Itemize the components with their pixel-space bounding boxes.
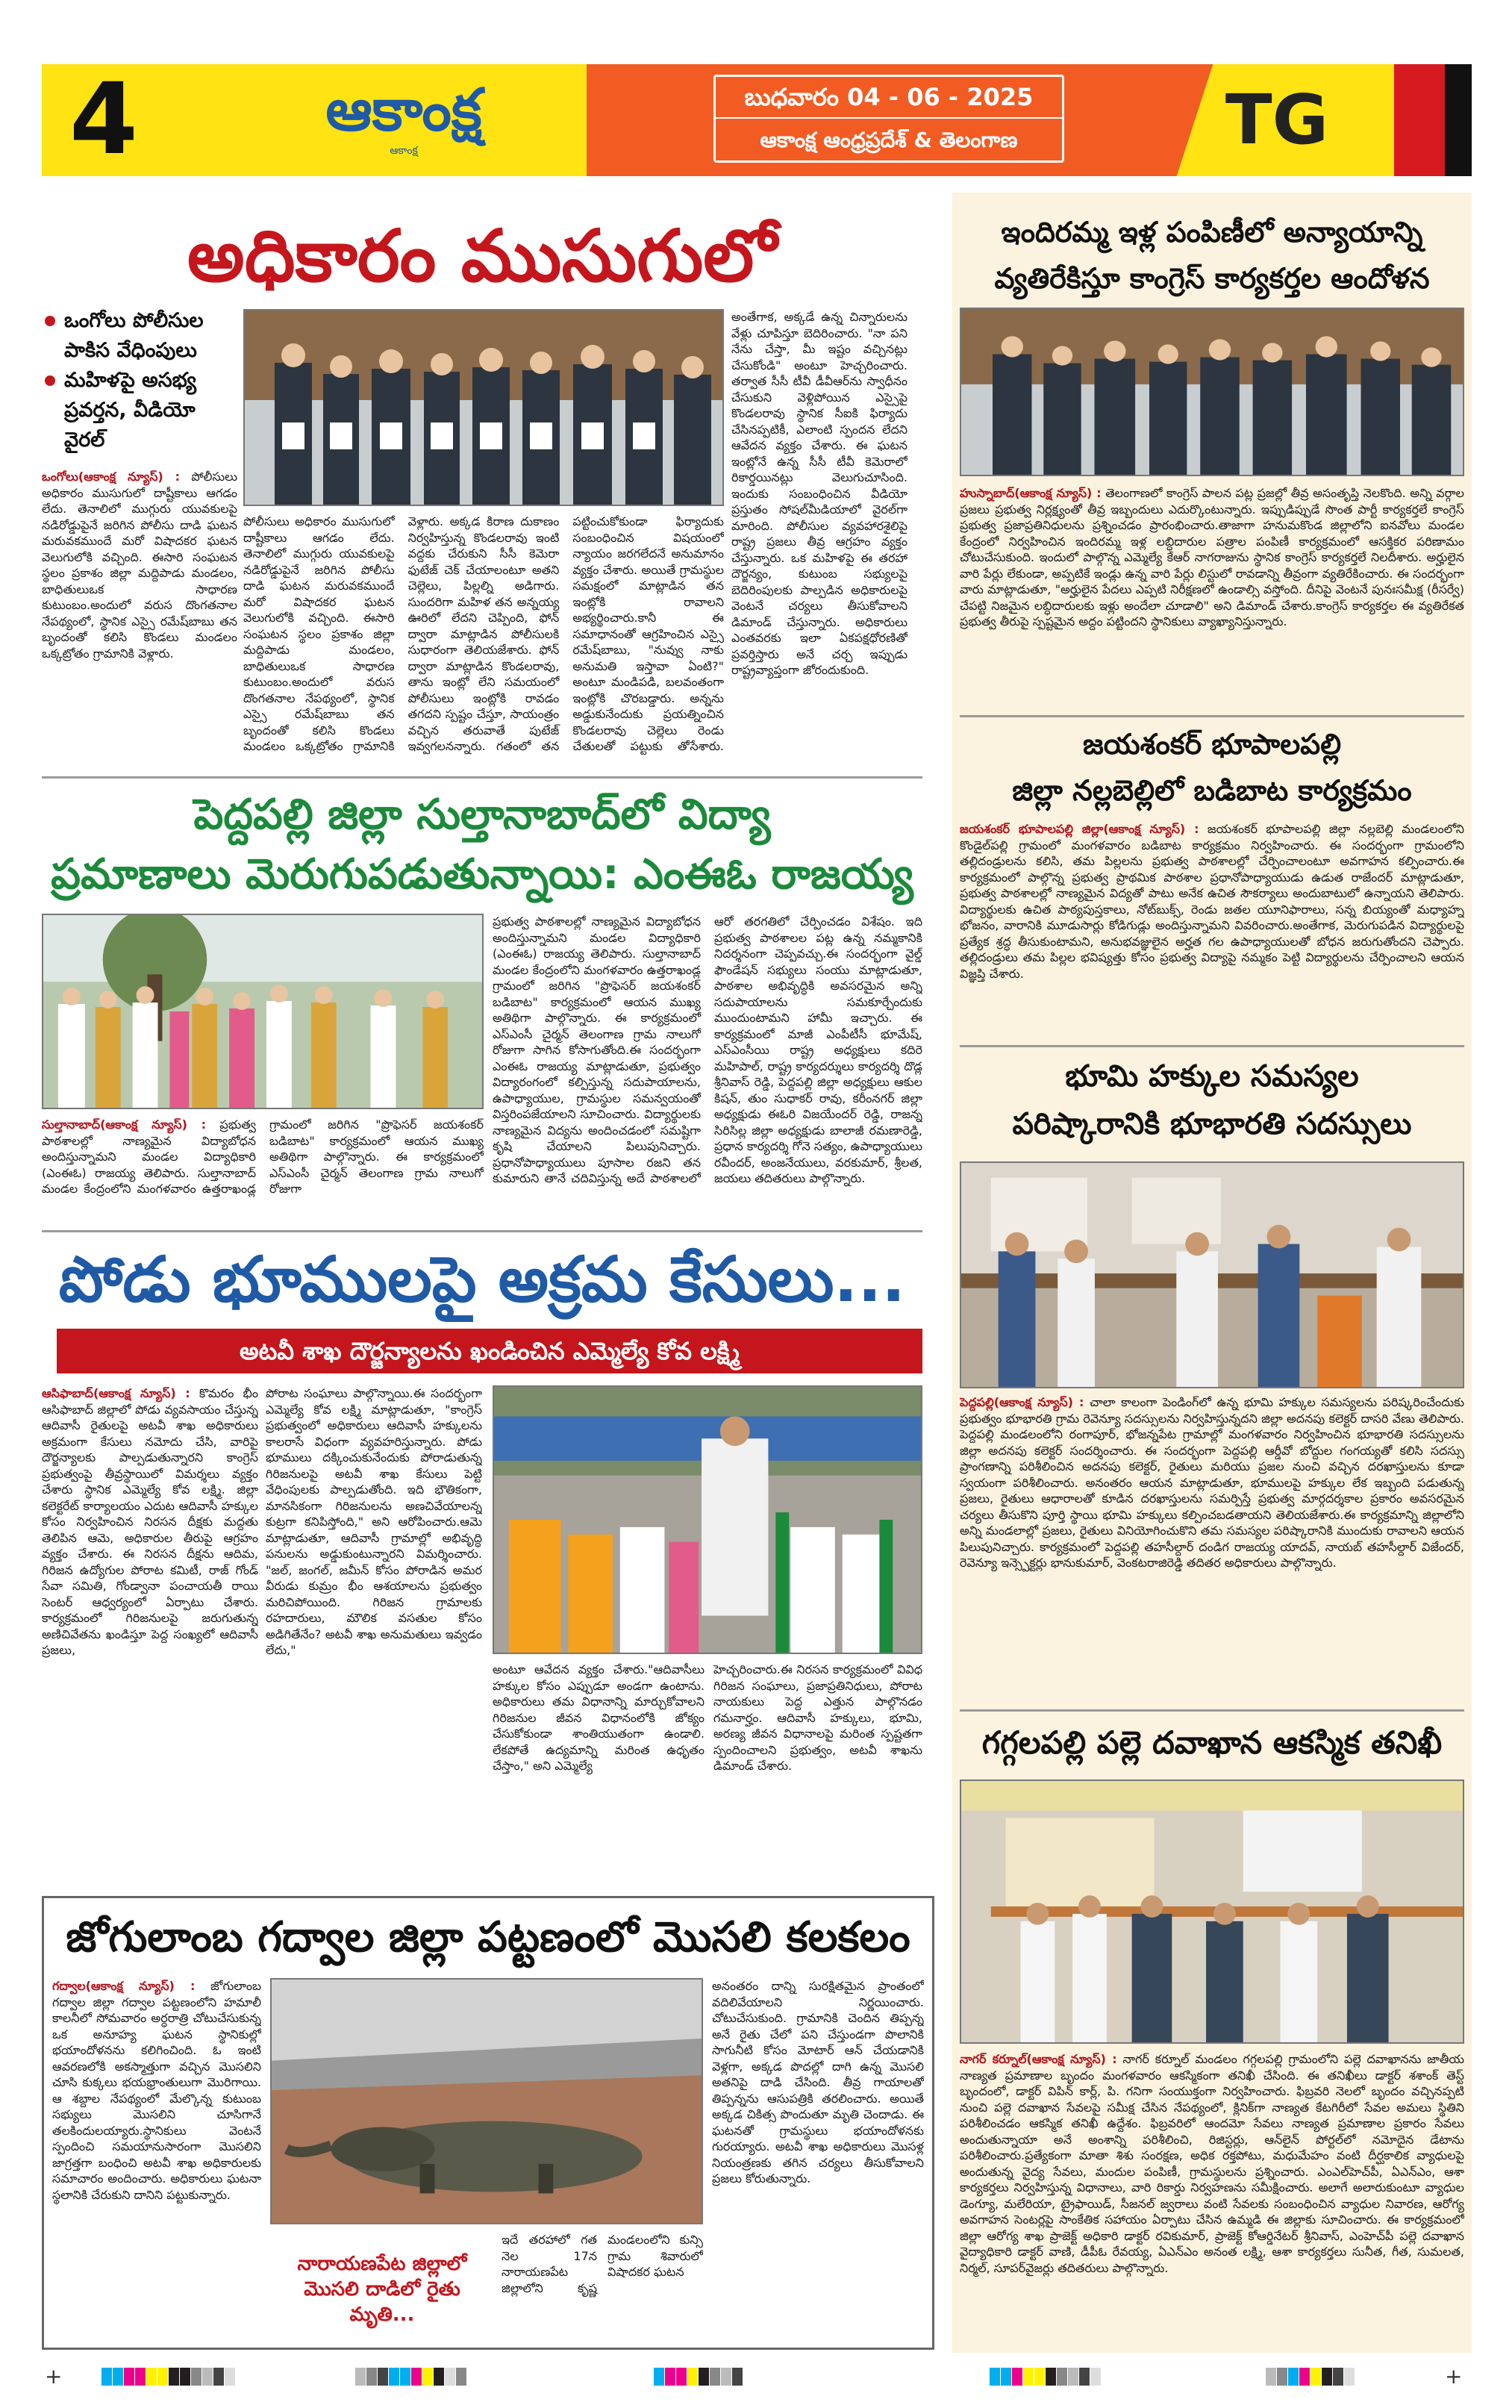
state-code: TG (1225, 80, 1329, 160)
article8-caption: నారాయణపేట జిల్లాలో మొసలి దాడిలో రైతు మృతి... (297, 2253, 467, 2326)
article1-lead (42, 469, 237, 767)
protest-illustration (494, 1387, 921, 1653)
article6-col3: అంటూ ఆవేదన వ్యక్తం చేశారు."ఆదివాసీలు హక్కుల కోసం ఎప్పుడూ అండగా ఉంటాను. అధికారులు తమ విధానాన్ని మార్చుకోవాలని గిరిజనుల జీవన విధానంలోకి జోక్యం చేసుకోకుండా శాంతియుతంగా ఉండాలి. లేకపోతే ఉద్యమాన్ని మరింత ఉధృతం చేస్తాం," అని ఎమ్మెల్యే (493, 1662, 705, 1773)
article7-headline: గగ్గలపల్లి పల్లె దవాఖాన ఆకస్మిక తనిఖీ (981, 1724, 1443, 1761)
article6-body-lead: కొమరం భీం ఆసిఫాబాద్ జిల్లాలో పోడు వ్యవసాయం చేస్తున్న ఆదివాసీ రైతులపై అటవీ శాఖ అధికారులు అక్రమంగా కేసులు నమోదు చేసి, వారిపై దౌర్జన్యాలకు పాల్పడుతున్నారని కాంగ్రెస్ ప్రభుత్వంపై తీవ్రస్థాయిలో విమర్శలు వ్యక్తం చేశారు స్థానిక ఎమ్మెల్యే కోవ లక్ష్మి. జిల్లా కలెక్టరేట్ కార్యాలయం ఎదుట ఆదివాసీ హక్కుల కోసం నిర్వహించిన నిరసన దీక్షకు మద్దతు తెలిపిన ఆమె, అధికారుల తీరుపై ఆగ్రహం వ్యక్తం చేశారు. ఈ నిరసన దీక్షను ఆదిమ, గిరిజన ఉద్యోగుల పోరాట కమిటీ, రాజ్ గోండ్ సేవా సమితి, గోండ్వానా పంచాయతీ రాయి సెంటర్ ఆధ్వర్యంలో ఏర్పాటు చేశారు. కార్యక్రమంలో గిరిజనులపై జరుగుతున్న అణిచివేతను ఖండిస్తూ పెద్ద సంఖ్యలో ఆదివాసీ ప్రజలు, (42, 1386, 258, 1657)
article6-subhead-bar (57, 1329, 922, 1373)
flag-stripe-yellow (1364, 64, 1394, 176)
article4-photo (42, 914, 484, 1109)
article4-body: ప్రభుత్వ పాఠశాలల్లో నాణ్యమైన విద్యాబోధన అందిస్తున్నామని మండల విద్యాధికారి (ఎంఈఓ) రాజయ్య తెలిపారు. సుల్తానాబాద్ మండల కేంద్రంలోని మంగళవారం ఉత్తరాఖండ్ల గ్రామంలో జరిగిన "ప్రొఫెసర్ జయశంకర్ బడిబాట" కార్యక్రమంలో ఆయన ముఖ్య అతిథిగా పాల్గొన్నారు. ఈ కార్యక్రమంలో ఎస్ఎంసీ చైర్మన్ తెలంగాణ గ్రామ నాలుగో రోజుగా సాగిన కోసాగుతోంది.ఈ సందర్భంగా ఎంఈఓ రాజయ్య మాట్లాడుతూ, ప్రభుత్వం విద్యారంగంలో కల్పిస్తున్న సదుపాయాలను, ఉపాధ్యాయుల, గ్రామస్థుల సమన్వయంతో విస్తరింపజేయాలని సూచించారు. విద్యార్థులకు నాణ్యమైన విద్యను అందించడంలో సమష్టిగా కృషి చేయాలని పిలుపునిచ్చారు. ప్రధానోపాధ్యాయులు పూసాల రజని తన కుమారుని తానే చదివిస్తున్న అదే పాఠశాలలో ఆరో తరగతిలో చేర్పించడం విశేషం. ఇది ప్రభుత్వ పాఠశాలల పట్ల ఉన్న నమ్మకానికి నిదర్శనంగా చెప్పవచ్చు.ఈ సందర్భంగా వైల్డ్ ఫౌండేషన్ సభ్యులు సంయు మాట్లాడుతూ, పాఠశాల అభివృద్ధికి అవసరమైన అన్ని సదుపాయాలను సమకూర్చేందుకు ముందుంటామని హామీ ఇచ్చారు. ఈ కార్యక్రమంలో మాజీ ఎంపీటీసీ భూమేష్, ఎస్ఎంసీయి రాష్ట్ర అధ్యక్షులు కదిరె మహిపాల్, రాష్ట్ర కార్యదర్శులు కార్యదర్శి దొడ్ల శ్రీనివాస్ రెడ్డి, పెద్దపల్లి జిల్లా అధ్యక్షులు ఆకుల కిషన్, తుం సుధాకర్ రావు, కరీంనగర్ జిల్లా అధ్యక్షుడు ఈఓరి విజయేందర్ రెడ్డి, రాజన్న సిరిసిల్ల జిల్లా అధ్యక్షుడు బాలాజీ రమణారెడ్డి, ప్రధాన కార్యదర్శి గోనె సత్యం, ఉపాధ్యాయులు రవీందర్, అంజనేయులు, వరకుమార్, శ్రీలత, జయలు తదితరులు పాల్గొన్నారు. (493, 914, 922, 1185)
article8-col3: అనంతరం దాన్ని సురక్షితమైన ప్రాంతంలో వదిలివేయాలని నిర్ణయించారు. చోటుచేసుకుంది. గ్రామానికి చెందిన తిప్పన్న అనే రైతు చేలో పని చేస్తుండగా పొలానికి సాగునీటి కోసం మోటార్ ఆన్ చేయడానికి వెళ్లగా, అక్కడ పొదల్లో దాగి ఉన్న మొసలి అతనిపై దాడి చేసింది. తీవ్ర గాయాలతో తిప్పన్నను ఆసుపత్రికి తరలించారు. అయితే అక్కడ చికిత్స పొందుతూ మృతి చెందాడు. ఈ ఘటనతో గ్రామస్థులు భయాందోళనకు గురయ్యారు. అటవీ శాఖ అధికారులు మొసళ్ల నియంత్రణకు తగిన చర్యలు తీసుకోవాలని ప్రజలు కోరుతున్నారు. (712, 1979, 924, 2186)
separator-2 (42, 1230, 922, 1232)
color-bar-1 (101, 2368, 236, 2389)
article7-photo (960, 1780, 1464, 2044)
color-bar-5 (1266, 2368, 1355, 2389)
logo-box (221, 72, 587, 169)
group-photo-illustration (245, 311, 722, 505)
article2-dateline: హుస్నాబాద్(ఆకాంక్ష న్యూస్) : (960, 486, 1102, 500)
group-photo-illustration-2 (961, 309, 1463, 475)
land-rights-meeting-illustration (961, 1163, 1463, 1387)
color-bar-4 (990, 2368, 1102, 2389)
article3-headline-line1: జయశంకర్ భూపాలపల్లి (1082, 728, 1342, 761)
article6-headline: పోడు భూములపై అక్రమ కేసులు... (58, 1243, 906, 1316)
article5-headline-line2: పరిష్కారానికి భూభారతి సదస్సులు (1012, 1107, 1412, 1141)
masthead (42, 64, 1472, 176)
article6-subhead: అటవీ శాఖ దౌర్జన్యాలను ఖండించిన ఎమ్మెల్యే కోవ లక్ష్మి (239, 1337, 740, 1365)
article1-headline: అధికారం ముసుగులో (187, 214, 778, 298)
article2-body-wrap (960, 485, 1464, 709)
crosshair-right: + (1445, 2364, 1463, 2389)
clinic-inspection-illustration (961, 1781, 1463, 2042)
article4-lead (42, 1117, 484, 1221)
article8-col1 (52, 1978, 261, 2344)
article5-dateline: పెద్దపల్లి(ఆకాంక్ష న్యూస్) : (960, 1395, 1084, 1409)
date-box (713, 75, 1064, 163)
article3-body-wrap (960, 821, 1464, 1039)
page-number: 4 (69, 64, 138, 176)
article3-dateline: జయశంకర్ భూపాలపల్లి జిల్లా(ఆకాంక్ష న్యూస్) : (960, 822, 1199, 836)
crocodile-illustration (272, 1980, 702, 2223)
logo: ఆకాంక్ష (325, 77, 482, 144)
article6-photo (493, 1385, 922, 1654)
article8-headline: జోగులాంబ గద్వాల జిల్లా పట్టణంలో మొసలి కలకలం (66, 1913, 910, 1962)
article6-dateline: ఆసిఫాబాద్(ఆకాంక్ష న్యూస్) : (42, 1386, 190, 1400)
article6-col1 (42, 1385, 258, 1878)
article4-body-lead: ప్రభుత్వ పాఠశాలల్లో నాణ్యమైన విద్యాబోధన అందిస్తున్నామని మండల విద్యాధికారి (ఎంఈఓ) రాజయ్య తెలిపారు. సుల్తానాబాద్ మండల కేంద్రంలోని మంగళవారం ఉత్తరాఖండ్ల గ్రామంలో జరిగిన "ప్రొఫెసర్ జయశంకర్ బడిబాట" కార్యక్రమంలో ఆయన ముఖ్య అతిథిగా పాల్గొన్నారు. ఈ కార్యక్రమంలో ఎస్ఎంసీ చైర్మన్ తెలంగాణ గ్రామ నాలుగో రోజుగా (42, 1117, 484, 1196)
article5-photo (960, 1161, 1464, 1388)
article8-photo (270, 1978, 703, 2224)
article5-headline-line1: భూమి హక్కుల సమస్యల (1065, 1059, 1359, 1094)
school-rally-illustration (43, 915, 482, 1108)
article1-dateline: ఒంగోలు(ఆకాంక్ష న్యూస్) : (42, 470, 180, 484)
article1-photo (243, 309, 724, 506)
article2-headline-line1: ఇందిరమ్మ ఇళ్ల పంపిణీలో అన్యాయాన్ని (1001, 216, 1423, 249)
separator-1 (42, 776, 922, 779)
article8-body2: ఇదే తరహాలో గత నెల 17న నారాయణపేట జిల్లాలోని కృష్ణ మండలంలోని కున్సి గ్రామ శివారులో విషాదకర ఘటన (502, 2233, 703, 2295)
article1-body: పోలీసులు అధికారం ముసుగులో దాష్టీకాలు ఆగడం లేదు. తెనాలిలో ముగ్గురు యువకులపై నడిరోడ్డుపైనే జరిగిన పోలీసు దాడి ఘటన మరువకముందే మరో విషాదకర ఘటన వెలుగులోకి వచ్చింది. ఈసారి సంఘటన స్థలం ప్రకాశం జిల్లా మద్దిపాడు మండలం, బాధితులుఒక సాధారణ కుటుంబం.అందులో వరుస దొంగతనాల నేపథ్యంలో, స్థానిక ఎస్సై రమేష్‌బాబు తన బృందంతో కలిసి కొండలు మండలం ఒక్కట్రోతం గ్రామానికి వెళ్లారు. అక్కడ కిరాణ దుకాణం నిర్వహిస్తున్న కొండలరావు ఇంటి వద్దకు చేరుకుని సీసీ కెమెరా ఫుటేజ్ చెక్ చేయాలంటూ అతని చెల్లెలు, పిల్లల్ని అడిగారు. సుందరిగా మహిళ తన అన్నయ్య ఊరిలో లేదని చెప్పింది, ఫోన్ ద్వారా మాట్లాడిన పోలీసులకి సుధారంగా తెలియజేశారు. ఫోన్ ద్వారా మాట్లాడిన కొండలరావు, తాను ఇంట్లో లేని సమయంలో పోలీసులు ఇంట్లోకి రావడం తగదని స్పష్టం చేస్తూ, సాయంత్రం వచ్చిన తరువాతే పుటేజ్ ఇవ్వగలనన్నారు. గతంలో తన పట్టించుకోకుండా ఫిర్యాదుకు సంబంధించిన విషయంలో న్యాయం జరగలేదనే అనుమానం వ్యక్తం చేశారు. అయితే గ్రామస్థుల సమక్షంలో మాట్లాడిన తన ఇంట్లోకి రావాలని అభ్యర్థించారు.కానీ ఈ సమాధానంతో ఆగ్రహించిన ఎస్సై రమేష్‌బాబు, "నువ్వు నాకు అనుమతి ఇస్తావా ఏంటి?" అంటూ మండిపడి, బలవంతంగా ఇంట్లోకి చొరబడ్డారు. అన్నను అడ్డుకునేందుకు ప్రయత్నించిన కొండలరావు చెల్లెలు రెండు చేతులతో పట్టుకు తోసేశారు. (243, 514, 724, 753)
crosshair-left: + (45, 2364, 63, 2389)
color-bar-3 (654, 2368, 743, 2389)
separator-r3 (960, 1709, 1464, 1712)
article6-col2: పోరాట సంఘాలు పాల్గొన్నాయి.ఈ సందర్భంగా ఎమ్మెల్యే కోవ లక్ష్మి మాట్లాడుతూ, "కాంగ్రెస్ ప్రభుత్వంలో అధికారులు ఆదివాసీ హక్కులను కాలరాసే విధంగా వ్యవహరిస్తున్నారు. పోడు భూములు దక్కించుకునేందుకు పోరాడుతున్న గిరిజనులపై అటవీ శాఖ కేసులు పెట్టి వేధింపులకు పాల్పడుతోంది. ఇది భౌతికంగా, మానసికంగా గిరిజనులను అణచివేయాలన్న కుట్రగా కనిపిస్తోంది," అని ఆరోపించారు.ఆమె మాట్లాడుతూ, ఆదివాసీ గ్రామాల్లో అభివృద్ధి పనులను అడ్డుకుంటున్నారని విమర్శించారు. "జల్, జంగల్, జమీన్ కోసం పోరాడిన అమర వీరుడు కుమ్రం భీం ఆశయాలను ప్రభుత్వం మరిచిపోయింది. గిరిజన గ్రామాలకు రహదారులు, మౌలిక వసతుల కోసం అడిగితేనేం? అటవీ శాఖ అనుమతులు ఇవ్వడం లేదు," (266, 1386, 482, 1657)
color-bar-2 (355, 2368, 467, 2389)
article3-body: జయశంకర్ భూపాలపల్లి జిల్లా నల్లబెల్లి మండలంలోని కొండైల్‌పల్లి గ్రామంలో మంగళవారం బడిబాట కార్యక్రమం నిర్వహించారు. ఈ సందర్భంగా గ్రామంలోని తల్లిదండ్రులను కలిసి, తమ పిల్లలను ప్రభుత్వ పాఠశాలల్లో చేర్పించాలంటూ అవగాహన కల్పించారు.ఈ కార్యక్రమంలో పాల్గొన్న ప్రభుత్వ ప్రాథమిక పాఠశాల ప్రధానోపాధ్యాయుడు ఉడుత రాజేందర్ మాట్లాడుతూ, ప్రభుత్వ పాఠశాలల్లో నాణ్యమైన విద్యతో పాటు అనేక ఉచిత సౌకర్యాలు అందుబాటులో ఉన్నాయని తెలిపారు. విద్యార్థులకు ఉచిత పాఠ్యపుస్తకాలు, నోట్‌బుక్స్, రెండు జతల యూనిఫారాలు, సన్న బియ్యంతో మధ్యాహ్న భోజనం, వారానికి మూడుసార్లు కోడిగుడ్లు అందిస్తున్నామని వివరించారు.అంతేగాక, మెరుగుపడిన విద్యార్థులపై ప్రత్యేక శ్రద్ధ తీసుకుంటామని, అనుభవజ్ఞులైన అర్హత గల ఉపాధ్యాయులతో బోధన జరుగుతోందని చెప్పారు. తల్లిదండ్రులు తమ పిల్లల భవిష్యత్తు కోసం ప్రభుత్వ విద్యాపై నమ్మకం పెట్టి విద్యార్థులను చేర్పించాలని ఆయన విజ్ఞప్తి చేశారు. (960, 822, 1464, 981)
issue-date: బుధవారం 04 - 06 - 2025 (716, 77, 1062, 119)
article1-bullets (42, 306, 236, 455)
separator-r1 (960, 715, 1464, 717)
article8-dateline: గద్వాల(ఆకాంక్ష న్యూస్) : (52, 1979, 196, 1993)
edition-label: ఆకాంక్ష ఆంధ్రప్రదేశ్ & తెలంగాణ (760, 128, 1018, 152)
article4-dateline: సుల్తానాబాద్(ఆకాంక్ష న్యూస్) : (42, 1117, 207, 1132)
article4-headline-line2: ప్రమాణాలు మెరుగుపడుతున్నాయి: ఎంఈఓ రాజయ్య (51, 850, 913, 899)
article1-body-continued: అంతేగాక, అక్కడే ఉన్న చిన్నారులను వేళ్లు చూపిస్తూ బెదిరించారు. "నా పని నేను చేస్తా, మీ ఇష్టం వచ్చినట్లు చేసుకోండి" అంటూ హెచ్చరించారు. తర్వాత సీసీ టీవీ డీవీఆర్‌ను స్వాధీనం చేసుకుని వెళ్లిపోయిన ఎస్సైపై కొండలరావు స్థానిక సీఐకి ఫిర్యాదు చేసినప్పటికీ, ఎలాంటి స్పందన లేదని ఆవేదన వ్యక్తం చేశారు. ఈ ఘటన ఇంట్లోనే ఉన్న సీసీ టీవీ కెమెరాలో రికార్డయినట్లు వెలుగుచూసింది. ఇందుకు సంబంధించిన వీడియో ప్రస్తుతం సోషల్‌మీడియాలో వైరల్‌గా మారింది. పోలీసుల వ్యవహారశైలిపై రాష్ట్ర ప్రజలు తీవ్ర ఆగ్రహం వ్యక్తం చేస్తున్నారు. ఒక మహిళపై ఈ తరహా దౌర్జన్యం, కుటుంబ సభ్యులపై బెదిరింపులకు పాల్పడిన అధికారులపై వెంటనే చర్యలు తీసుకోవాలని డిమాండ్ చేస్తున్నారు. అధికారులు ఎంతవరకు ఇలా ఏకపక్షధోరణితో ప్రవర్తిస్తారు అనే చర్చ ఇప్పుడు రాష్ట్రవ్యాప్తంగా జోరందుకుంది. (731, 310, 907, 677)
separator-r2 (960, 1045, 1464, 1047)
article2-photo (960, 308, 1464, 476)
bullet-1: ఒంగోలు పోలీసుల పాకిస వేధింపులు (42, 306, 236, 366)
article7-dateline: నాగర్ కర్నూల్(ఆకాంక్ష న్యూస్) : (960, 2052, 1117, 2066)
article7-body-wrap (960, 2051, 1464, 2347)
article3-headline-line2: జిల్లా నల్లబెల్లిలో బడిబాట కార్యక్రమం (1012, 774, 1412, 807)
flag-stripe-black (1445, 64, 1472, 176)
article5-body: చాలా కాలంగా పెండింగ్‌లో ఉన్న భూమి హక్కుల సమస్యలను పరిష్కరించేందుకు ప్రభుత్వం భూభారతి గ్రామ రెవెన్యూ సదస్సులను నిర్వహిస్తున్నదని జిల్లా అదనపు కలెక్టర్ దాసరి వేణు తెలిపారు. పెద్దపల్లి మండలంలోని రంగాపూర్, భోజన్నపేట గ్రామాల్లో మంగళవారం నిర్వహించిన భూభారతి సదస్సులను జిల్లా అదనపు కలెక్టర్ సందర్శించారు. ఈ సందర్భంగా పెద్దపల్లి ఆర్డీవో బోద్దుల గంగయ్యతో కలిసి సదస్సు ప్రాంగణాన్ని పరిశీలించిన అదనపు కలెక్టర్, రైతులు మరియు ప్రజల నుంచి వచ్చిన దరఖాస్తులను కూడా స్వయంగా పరిశీలించారు. అనంతరం ఆయన మాట్లాడుతూ, భూములపై హక్కుల లేక ఇబ్బంది పడుతున్న ప్రజలు, రైతులు ఆధారాలతో కూడిన దరఖాస్తులను సమర్పిస్తే ప్రభుత్వ మార్గదర్శకాల ప్రకారం అవసరమైన చర్యలు తీసుకొని పూర్తి స్థాయి భూమి హక్కులు కల్పించబడతాయని తెలియజేశారు.ఈ కార్యక్రమాన్ని జిల్లాలోని అన్ని మండలాల్లో ప్రజలు, రైతులు వినియోగించుకొని తమ సమస్యల పరిష్కారానికి ముందుకు రావాలని ఆయన పిలుపునిచ్చారు. కార్యక్రమంలో పెద్దపల్లి తహసీల్దార్ దండిగ రాజయ్య యాదవ్, నాయబ్ తహసీల్దార్ విజేందర్, రెవెన్యూ ఇన్స్పెక్టర్లు భానుకుమార్, వెంకటరాజిరెడ్డి తదితర అధికారులు పాల్గొన్నారు. (960, 1395, 1464, 1570)
bullet-2: మహిళపై అసభ్య ప్రవర్తన, వీడియో వైరల్ (42, 366, 236, 455)
article2-headline-line2: వ్యతిరేకిస్తూ కాంగ్రెస్ కార్యకర్తల ఆందోళన (994, 262, 1430, 295)
article8-body-full (0, 0, 1, 1)
article2-body: తెలంగాణలో కాంగ్రెస్ పాలన పట్ల ప్రజల్లో తీవ్ర అసంతృప్తి నెలకొంది. అన్ని వర్గాల ప్రజలు ప్రభుత్వ నిర్లక్ష్యంతో తీవ్ర ఇబ్బందులు ఎదుర్కొంటున్నారు. ఇప్పుడిప్పుడే సొంత పార్టీ కార్యకర్తలే కాంగ్రెస్ ప్రభుత్వ ప్రజాప్రతినిధులను ప్రశ్నించడం ప్రారంభించారు.తాజాగా హనుమకొండ జిల్లాలోని ఐనవోలు మండల కేంద్రంలో నిర్వహించిన ఇందిరమ్మ ఇళ్ల లబ్ధిదారుల పత్రాల పంపిణీ కార్యక్రమంలో ఆసక్తికర పరిణామం చోటుచేసుకుంది. ఇందులో పాల్గొన్న ఎమ్మెల్యే కేఆర్ నాగరాజును స్థానిక కాంగ్రెస్ కార్యకర్తలే నిలదీశారు. అర్హులైన వారి పేర్లు లేకుండా, అప్పటికే ఇండ్లు ఉన్న వారి పేర్లు లిస్టులో రావడాన్ని తీవ్రంగా వ్యతిరేకించారు. ఈ సందర్భంగా వారు మాట్లాడుతూ, "అర్హులైన పేదలు ఎప్పటి నిరీక్షణలో ఉండాల్సి వస్తోంది. దీనిపై వెంటనే పునఃసమీక్ష (రీసర్వే) చేపట్టి నిజమైన లబ్ధిదారులకు ఇళ్లు అందేలా చూడాలి" అని డిమాండ్ చేశారు.కాంగ్రెస్ కార్యకర్తల ఈ వ్యతిరేకత ప్రభుత్వ తీరుపై స్పష్టమైన అద్దం పట్టిందని స్థానికులు వ్యాఖ్యానిస్తున్నారు. (960, 486, 1464, 628)
footer-registration-strip (42, 2363, 1472, 2390)
logo-tagline: ఆకాంక్ష (390, 145, 418, 157)
article6-col4: హెచ్చరించారు.ఈ నిరసన కార్యక్రమంలో వివిధ గిరిజన సంఘాలు, ప్రజాప్రతినిధులు, పోరాట నాయకులు పెద్ద ఎత్తున పాల్గొనడం గమనార్హం. ఆదివాసీ హక్కులు, భూమి, అరణ్య జీవన విధానాలపై మరింత స్పష్టతగా స్పందించాలని ప్రభుత్వం, అటవీ శాఖను డిమాండ్ చేశారు. (713, 1662, 922, 1773)
article8-body-lead: జోగులాంబ గద్వాల జిల్లా గద్వాల పట్టణంలోని హమాలీ కాలనీలో సోమవారం అర్ధరాత్రి చోటుచేసుకున్న ఒక అనూహ్య ఘటన స్థానికుల్లో భయాందోళనను కలిగించింది. ఓ ఇంటి ఆవరణలోకి అకస్మాత్తుగా వచ్చిన మొసలిని చూసి కుక్కలు భయభ్రాంతులుగా మొరిగాయి. ఆ శబ్దాల నేపథ్యంలో మేల్కొన్న కుటుంబ సభ్యులు మొసలిని చూసిగానే తలకిందులయ్యారు.స్థానికులు వెంటనే స్పందించి సమయానుసారంగా మొసలిని జాగ్రత్తగా బంధించి అటవీ శాఖ అధికారులకు సమాచారం అందించారు. అధికారులు ఘటనా స్థలానికి చేరుకుని దానిని పట్టుకున్నారు. (52, 1979, 261, 2202)
article5-body-wrap (960, 1394, 1464, 1705)
article4-headline-line1: పెద్దపల్లి జిల్లా సుల్తానాబాద్‌లో విద్యా (193, 790, 771, 839)
article7-body: నాగర్ కర్నూల్ మండలం గగ్గలపల్లి గ్రామంలోని పల్లె దవాఖానను జాతీయ నాణ్యత ప్రమాణాల బృందం మంగళవారం ఆకస్మికంగా తనిఖీ చేసింది. ఈ తనిఖీలు డాక్టర్ శశాంక్ తెస్ట్ బృందంలో, డాక్టర్ విపిన్ కార్ల్, పి. గనిగా సంయుక్తంగా నిర్వహించారు. ఫిబ్రవరి నెలలో బృందం వచ్చినప్పటి నుంచి పల్లె దవాఖాన సేవలపై సమీక్ష చేసిన నేపథ్యంలో, క్లినిక్‌గా నాణ్యత కేటగిరీలో సేవల అమలు స్థితిని పరిశీలించడం ఆకస్మిక తనిఖీ ఉద్దేశం. ఫిబ్రవరిలో ఆందమో సేవలు నాణ్యత ప్రమాణాల ప్రకారం సేవలు అందుతున్నాయా అనే అంశాన్ని పరిశీలించి, రిజిస్టర్లు, ఆన్‌లైన్ పోర్టల్‌లో నమోదైన డేటాను పరిశీలించారు.ప్రత్యేకంగా మాతా శిశు సంరక్షణ, అధిక రక్తపోటు, మధుమేహం వంటి దీర్ఘకాలిక వ్యాధులపై అందుతున్న వైద్య సేవలు, మందుల పంపిణీ, గ్రామస్థులను ప్రశ్నించారు. ఎంఎల్‌హెచ్‌పీ, ఏఎన్‌ఎం, ఆశా కార్యకర్తలు నిర్వహిస్తున్న విధానాలు, వారి రికార్డు నిర్వహణను సమీక్షించారు. అలాగే అలారుకుంటూ వ్యాధుల డెంగ్యూ, మలేరియా, ట్రైఫాయిడ్, సీజనల్ జ్వరాలు వంటి సేవలకు సంబంధించిన వ్యాధుల నివారణ, ఆరోగ్య అవగాహన సెంటర్లపై సాంకేతిక సహాయం ఏర్పాటు చేసిన ఉమ్మడి ఈ జిల్లాకు సూచించారు. ఈ కార్యక్రమంలో జిల్లా ఆరోగ్య శాఖ ప్రాజెక్ట్ అధికారి డాక్టర్ రవికుమార్, ప్రాజెక్ట్ కోఆర్డినేటర్ శ్రీనివాస్, ఎంహెచ్‌పీ పల్లె దవాఖాన వైద్యాధికారి డాక్టర్ వాణి, డీపీఓ రేవయ్య, ఏఎన్‌ఎం అనంత లక్ష్మి, ఆశా కార్యకర్తలు సునీత, గీత, సుమలత, నిర్మల్, సూపర్‌వైజర్లు తదితరులు పాల్గొన్నారు. (960, 2052, 1464, 2275)
article1-body-lead: పోలీసులు అధికారం ముసుగులో దాష్టీకాలు ఆగడం లేదు. తెనాలిలో ముగ్గురు యువకులపై నడిరోడ్డుపైనే జరిగిన పోలీసు దాడి ఘటన మరువకముందే మరో విషాదకర ఘటన వెలుగులోకి వచ్చింది. ఈసారి సంఘటన స్థలం ప్రకాశం జిల్లా మద్దిపాడు మండలం, బాధితులుఒక సాధారణ కుటుంబం.అందులో వరుస దొంగతనాల నేపథ్యంలో, స్థానిక ఎస్సై రమేష్‌బాబు తన బృందంతో కలిసి కొండలు మండలం ఒక్కట్రోతం గ్రామానికి వెళ్లారు. (42, 470, 237, 661)
